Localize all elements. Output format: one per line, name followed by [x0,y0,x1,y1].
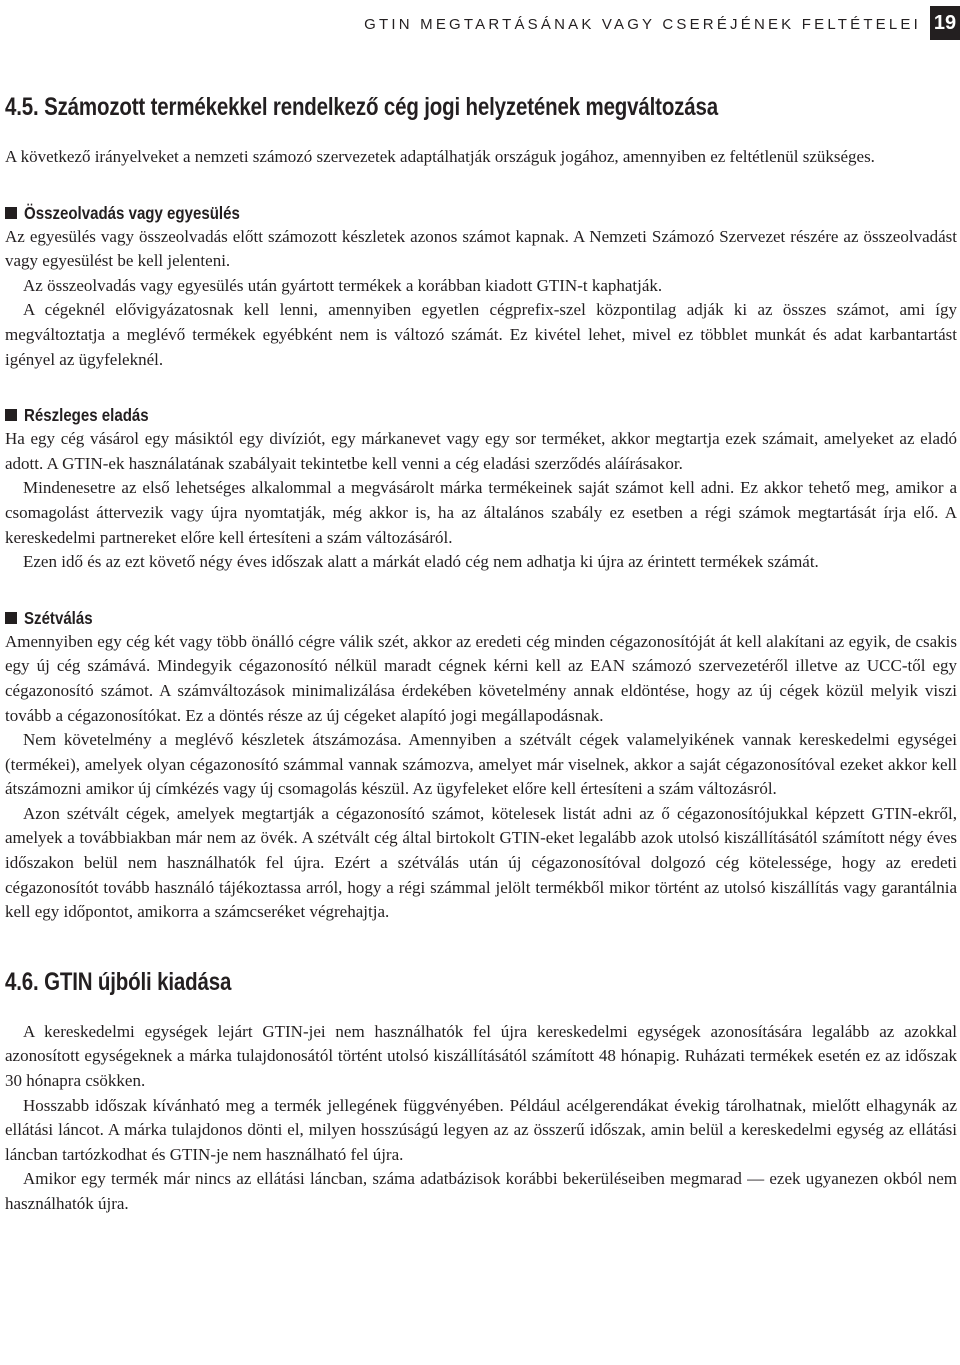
section-title-4-5: 4.5. Számozott termékekkel rendelkező cég jogi helyzetének megváltozása [5,93,718,121]
square-bullet-icon [5,612,17,624]
paragraph: A cégeknél elővigyázatosnak kell lenni, amennyiben egyetlen cégprefix-szel központilag adják ki az összes számot, ami így megváltoztatja a meglévő termékek egyébként nem is változó számát. Ez kivétel lehet, mivel ez többlet munkát és adat karbantartást igényel az ügyfeleknél. [5,300,957,369]
paragraph: Nem követelmény a meglévő készletek átszámozása. Amennyiben a szétvált cégek valamelyikének vannak kereskedelmi egységei (termékei), amelyek olyan cégazonosító számmal vannak számozva, amelyet már viselnek, akkor a saját cégazonosítóval ezeket akkor kell átszámozni amikor új címkézés vagy új csomagolás készül. Az ügyfeleket előre kell értesíteni a szám változásról. [5,730,957,799]
paragraph: Az összeolvadás vagy egyesülés után gyártott termékek a korábban kiadott GTIN-t kaphatják. [23,275,663,295]
paragraph: Azon szétvált cégek, amelyek megtartják a cégazonosító számot, kötelesek listát adni az ő cégazonosítójukkal képzett GTIN-ekről, amelyek a továbbiakban már nem az övék. A szétvált cég által birtokolt GTIN-eket legalább azok utolsó kiszállításától számított négy éves időszakon belül nem használhatók fel újra. Ezért a szétválás után új cégazonosítóval dolgozó cég kötelessége, hogy az eredeti cégazonosítót tovább használó tájékoztassa arról, hogy a régi számmal jelölt termékből mikor történt az utolsó kiszállítás vagy garantálnia kell egy időpontot, amikorra a számcseréket végrehajtja. [5,803,957,922]
page-content [5,90,957,1217]
square-bullet-icon [5,409,17,421]
subsection-heading-merger [5,201,957,225]
paragraph: Az egyesülés vagy összeolvadás előtt számozott készletek azonos számot kapnak. A Nemzeti Számozó Szervezet részére az összeolvadást vagy egyesülést be kell jelenteni. [5,226,957,271]
paragraph: Ha egy cég vásárol egy másiktól egy divíziót, egy márkanevet vagy egy sor terméket, akkor megtartja ezek számait, amelyeket az eladó adott. A GTIN-ek használatának szabályait tekintetbe kell venni a cég eladási szerződés aláírásakor. [5,429,957,473]
paragraph: Mindenesetre az első lehetséges alkalommal a megvásárolt márka termékeinek saját számot kell adni. Ez akkor tehető meg, amikor a csomagolást áttervezik vagy újra nyomtatják, még akkor is, ha az általános szabály ez esetben a régi számok megtartását írja elő. A kereskedelmi partnereket előre kell értesíteni a szám változásáról. [5,478,957,547]
paragraph: Hosszabb időszak kívánható meg a termék jellegének függvényében. Például acélgerendákat évekig tárolhatnak, mielőtt elhagynák az ellátási láncot. A márka tulajdonos dönti el, milyen hosszúságú legyen az az összerű időszak, amin belül a kereskedelmi egység az ellátási láncban tartózkodhat és GTIN-je nem használható fel újra. [5,1095,957,1164]
subsection-heading-demerger [5,606,957,630]
running-header-title: GTIN MEGTARTÁSÁNAK VAGY CSERÉJÉNEK FELTÉTELEI [364,15,921,33]
subsection-heading-label: Összeolvadás vagy egyesülés [24,202,240,223]
paragraph: Amikor egy termék már nincs az ellátási láncban, száma adatbázisok korábbi bekerüléseiben megmarad — ezek ugyanezen okból nem használhatók újra. [5,1169,957,1213]
page-number: 19 [930,6,960,40]
running-header [364,6,960,40]
section-4-5 [5,90,957,925]
subsection-demerger [5,606,957,925]
paragraph: Ezen idő és az ezt követő négy éves időszak alatt a márkát eladó cég nem adhatja ki újra az érintett termékek számát. [23,552,819,572]
section-title-4-6: 4.6. GTIN újbóli kiadása [5,967,232,996]
subsection-heading-label: Részleges eladás [24,405,149,426]
subsection-heading-partial-sale [5,403,957,427]
subsection-merger [5,201,957,373]
paragraph: A kereskedelmi egységek lejárt GTIN-jei nem használhatók fel újra kereskedelmi egységek azonosítására legalább az azokkal azonosított egységeknek a márka tulajdonosától történt utolsó kiszállításától számított 48 hónapig. Ruházati termékek esetén ez az időszak 30 hónapra csökken. [5,1021,957,1091]
square-bullet-icon [5,207,17,219]
subsection-partial-sale [5,403,957,575]
paragraph: Amennyiben egy cég két vagy több önálló cégre válik szét, akkor az eredeti cég minden cégazonosítóját át kell alakítani az egyik, de csakis egy új cég számává. Mindegyik cégazonosító nélkül maradt cégnek kérni kell az EAN számozó szervezetéről illetve az UCC-től egy cégazonosító számot. A számváltozások minimalizálása érdekében követelmény annak eldöntése, hogy az új cégek közül melyik viszi tovább a cégazonosítókat. Ez a döntés része az új cégeket alapító jogi megállapodásnak. [5,631,957,725]
subsection-heading-label: Szétválás [24,607,93,628]
section-intro-paragraph: A következő irányelveket a nemzeti számozó szervezetek adaptálhatják országuk jogához, amennyiben ez feltétlenül szükséges. [5,147,875,166]
section-4-6 [5,965,957,1217]
